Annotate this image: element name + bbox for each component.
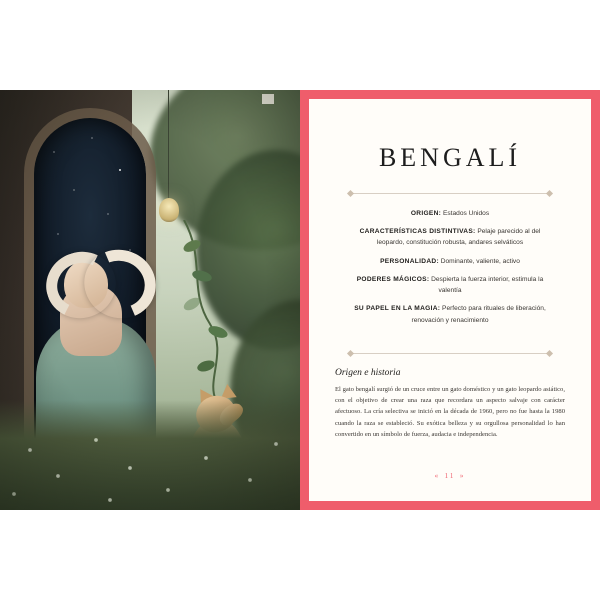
section-body: El gato bengalí surgió de un cruce entre un gato doméstico y un gato leopardo asiático, con el objetivo de crear una raza que recordara un aspecto salvaje con carácter afectuoso. La cría selectiva se inició en la década de 1960, pero no fue hasta la 1980 cuando la raza se estableció. Su exótica belleza y su orgullosa personalidad lo han convertido en un símbolo de fuerza, audacia e independencia. bbox=[335, 385, 565, 439]
text-card bbox=[309, 99, 591, 501]
history-section bbox=[335, 368, 565, 441]
fact-key: CARACTERÍSTICAS DISTINTIVAS: bbox=[359, 228, 476, 236]
facts-list bbox=[335, 208, 565, 333]
white-flowers bbox=[0, 410, 300, 510]
ornament-right: » bbox=[459, 472, 466, 480]
page-footer bbox=[335, 465, 565, 487]
fact-key: PODERES MÁGICOS: bbox=[356, 275, 430, 283]
lamp-cord bbox=[168, 90, 169, 200]
fact-key: PERSONALIDAD: bbox=[380, 257, 439, 265]
text-page bbox=[300, 90, 600, 510]
fact-value: Despierta la fuerza interior, estimula la valentía bbox=[431, 275, 544, 295]
hanging-lamp-icon bbox=[159, 198, 179, 222]
fact-value: Dominante, valiente, activo bbox=[440, 257, 520, 265]
fact-value: Estados Unidos bbox=[442, 210, 490, 217]
fact-value: Perfecto para rituales de liberación, renovación y renacimiento bbox=[411, 305, 546, 324]
fact-key: ORIGEN: bbox=[410, 210, 442, 217]
list-item bbox=[348, 303, 553, 325]
fact-key: SU PAPEL EN LA MAGIA: bbox=[354, 305, 441, 313]
divider-top bbox=[351, 193, 549, 194]
fact-value: Pelaje parecido al del leopardo, constitución robusta, andares selváticos bbox=[376, 228, 541, 247]
list-item bbox=[348, 274, 553, 296]
list-item bbox=[348, 208, 553, 219]
illustration-page bbox=[0, 90, 300, 510]
list-item bbox=[348, 256, 553, 267]
ornament-left: « bbox=[434, 472, 441, 480]
page-title: BENGALÍ bbox=[378, 143, 522, 172]
list-item bbox=[348, 226, 553, 248]
page-number: 11 bbox=[444, 472, 456, 480]
butterfly-icon bbox=[262, 94, 274, 104]
divider-bottom bbox=[351, 353, 549, 354]
section-title: Origen e historia bbox=[335, 367, 401, 378]
book-spread bbox=[0, 90, 600, 510]
